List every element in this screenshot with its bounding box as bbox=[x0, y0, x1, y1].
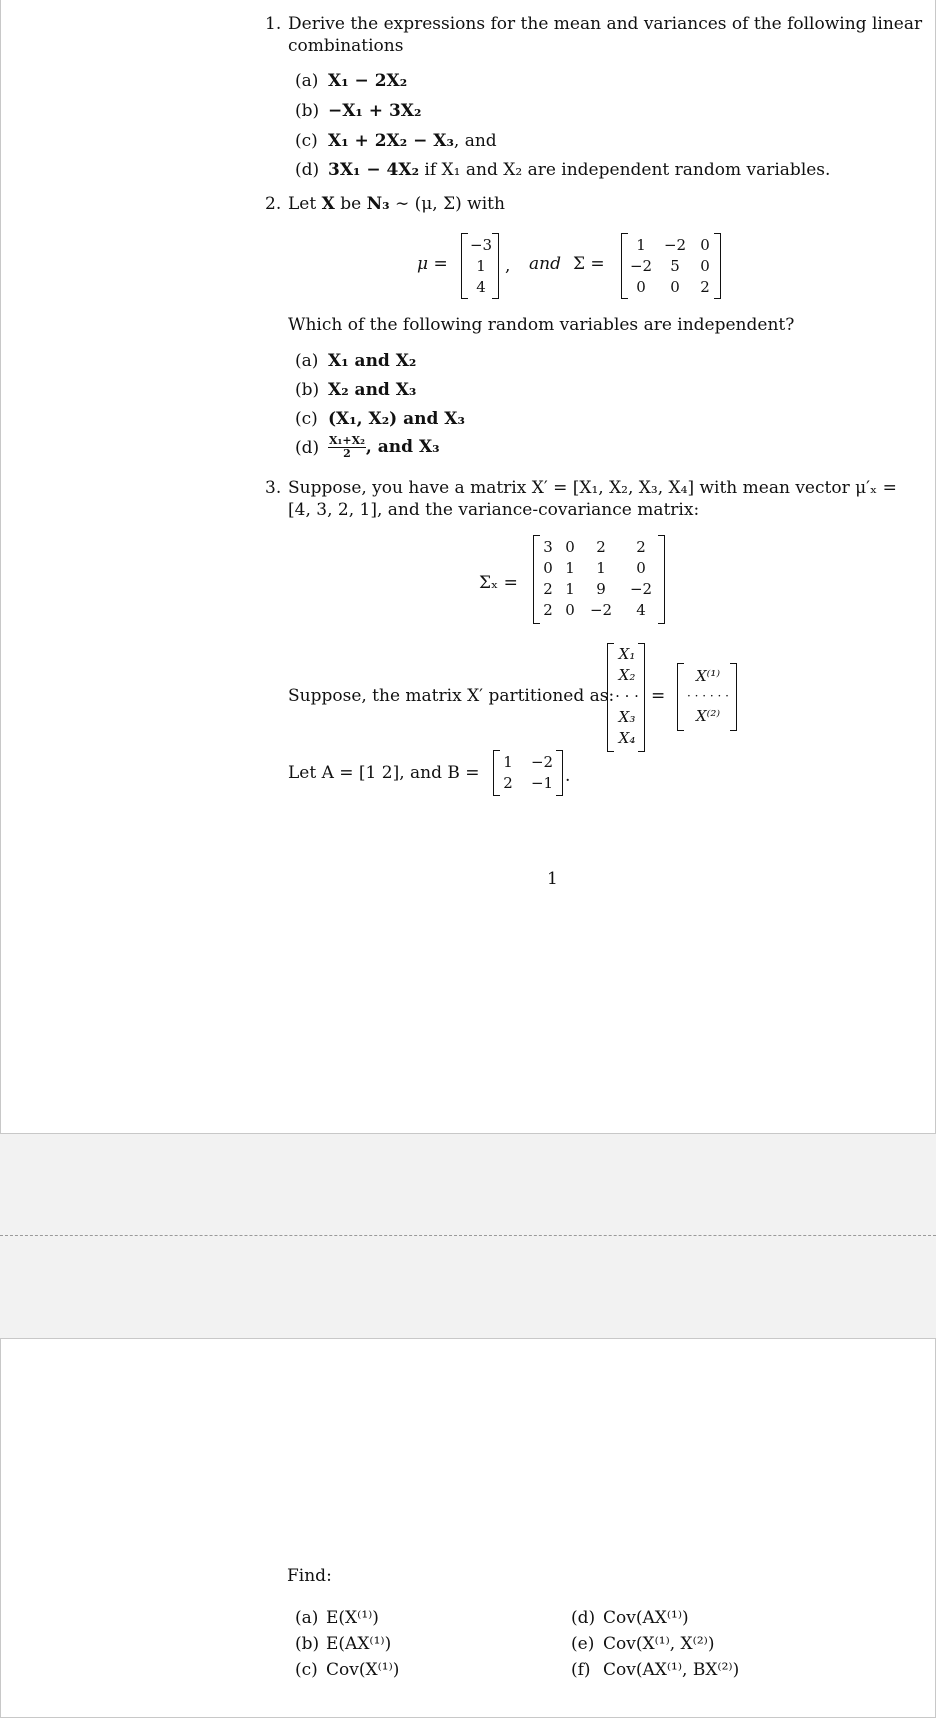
find-a-label: (a) bbox=[295, 1608, 319, 1628]
block-cell: X⁽²⁾ bbox=[695, 707, 721, 725]
q1-line2: combinations bbox=[288, 36, 404, 56]
sigmax-cell: 3 bbox=[543, 538, 553, 556]
page-2 bbox=[0, 1338, 936, 1718]
q2-and: and bbox=[529, 254, 561, 274]
q3-partition-blocks bbox=[677, 663, 737, 731]
sigmax-cell: 1 bbox=[565, 580, 575, 598]
sigma-cell: 0 bbox=[636, 278, 646, 296]
find-f-label: (f) bbox=[571, 1660, 591, 1680]
q2-a-expr: X₁ and X₂ bbox=[328, 351, 417, 371]
q2-intro-let: Let bbox=[288, 194, 317, 214]
partition-cell: X₂ bbox=[618, 666, 636, 684]
q3-line1: Suppose, you have a matrix X′ = [X₁, X₂, X₃, X₄] with mean vector μ′ₓ = bbox=[288, 478, 897, 498]
q2-comma: , bbox=[505, 256, 511, 276]
sigma-cell: 0 bbox=[670, 278, 680, 296]
q2-mu-vector bbox=[461, 233, 499, 299]
sigmax-cell: −2 bbox=[589, 601, 613, 619]
sigma-cell: 2 bbox=[700, 278, 710, 296]
find-d-expr: Cov(AX⁽¹⁾) bbox=[603, 1608, 689, 1628]
sigma-cell: 0 bbox=[700, 236, 710, 254]
q3-period: . bbox=[565, 766, 571, 786]
q1-number: 1. bbox=[265, 14, 282, 34]
sigmax-cell: 0 bbox=[565, 538, 575, 556]
page-separator bbox=[0, 1235, 936, 1236]
find-f-expr: Cov(AX⁽¹⁾, BX⁽²⁾) bbox=[603, 1660, 740, 1680]
q2-d-label: (d) bbox=[295, 438, 320, 458]
sigmax-cell: 2 bbox=[543, 580, 553, 598]
sigmax-cell: 2 bbox=[543, 601, 553, 619]
q1-c-line bbox=[328, 130, 497, 152]
b-cell: −1 bbox=[530, 774, 554, 792]
q1-c-expr: X₁ + 2X₂ − X₃ bbox=[328, 131, 454, 151]
q3-let-text: Let A = [1 2], and B = bbox=[288, 763, 480, 783]
mu-cell: 1 bbox=[476, 257, 486, 275]
find-b-expr: E(AX⁽¹⁾) bbox=[326, 1634, 392, 1654]
q2-sigma-label: Σ = bbox=[573, 254, 605, 274]
q1-c-tail: , and bbox=[453, 131, 497, 151]
q2-intro bbox=[288, 193, 505, 215]
sigma-cell: 5 bbox=[670, 257, 680, 275]
q1-b-expr: −X₁ + 3X₂ bbox=[328, 101, 422, 121]
q3-sigma-label: Σₓ = bbox=[479, 573, 518, 593]
sigmax-cell: 0 bbox=[543, 559, 553, 577]
q2-intro-n: N₃ bbox=[366, 194, 390, 214]
q3-b-matrix bbox=[493, 750, 563, 796]
q1-a-label: (a) bbox=[295, 71, 319, 91]
q2-a-label: (a) bbox=[295, 351, 319, 371]
q2-intro-be: be bbox=[340, 194, 362, 214]
q1-d-line bbox=[328, 159, 830, 181]
q2-c-label: (c) bbox=[295, 409, 318, 429]
find-c-expr: Cov(X⁽¹⁾) bbox=[326, 1660, 400, 1680]
q3-sigma-matrix bbox=[533, 535, 665, 624]
q2-intro-x: X bbox=[321, 194, 335, 214]
q2-d-denominator: 2 bbox=[343, 447, 351, 460]
q1-line1: Derive the expressions for the mean and variances of the following linear bbox=[288, 14, 923, 34]
q2-d-tail: , and X₃ bbox=[365, 437, 440, 457]
sigma-cell: 1 bbox=[636, 236, 646, 254]
sigmax-cell: 1 bbox=[596, 559, 606, 577]
sigmax-cell: 2 bbox=[636, 538, 646, 556]
q1-d-tail: if X₁ and X₂ are independent random variables. bbox=[424, 160, 831, 180]
q3-partition-vector bbox=[607, 643, 645, 752]
find-b-label: (b) bbox=[295, 1634, 320, 1654]
partition-cell: · · · bbox=[615, 687, 639, 705]
sigmax-cell: 4 bbox=[636, 601, 646, 619]
q2-intro-dist: ∼ (μ, Σ) with bbox=[394, 194, 505, 214]
find-d-label: (d) bbox=[571, 1608, 596, 1628]
find-a-expr: E(X⁽¹⁾) bbox=[326, 1608, 379, 1628]
q3-equals: = bbox=[651, 686, 666, 706]
mu-cell: 4 bbox=[476, 278, 486, 296]
q2-number: 2. bbox=[265, 194, 282, 214]
sigmax-cell: −2 bbox=[629, 580, 653, 598]
find-title: Find: bbox=[287, 1566, 332, 1586]
q1-b-label: (b) bbox=[295, 101, 320, 121]
q2-b-expr: X₂ and X₃ bbox=[328, 380, 417, 400]
block-cell: · · · · · · bbox=[687, 689, 729, 703]
page-number: 1 bbox=[547, 869, 558, 889]
q3-line2: [4, 3, 2, 1], and the variance-covariance matrix: bbox=[288, 500, 700, 520]
sigmax-cell: 2 bbox=[596, 538, 606, 556]
b-cell: 2 bbox=[503, 774, 513, 792]
find-e-expr: Cov(X⁽¹⁾, X⁽²⁾) bbox=[603, 1634, 715, 1654]
sigmax-cell: 9 bbox=[596, 580, 606, 598]
block-cell: X⁽¹⁾ bbox=[695, 667, 721, 685]
q1-d-label: (d) bbox=[295, 160, 320, 180]
sigma-cell: −2 bbox=[663, 236, 687, 254]
q2-sigma-matrix bbox=[621, 233, 721, 299]
q2-d-numerator: X₁+X₂ bbox=[329, 434, 365, 447]
q2-d-expr bbox=[328, 435, 440, 460]
sigmax-cell: 0 bbox=[565, 601, 575, 619]
partition-cell: X₁ bbox=[618, 645, 636, 663]
q3-number: 3. bbox=[265, 478, 282, 498]
q2-mu-label: μ = bbox=[417, 254, 448, 274]
q3-partition-text: Suppose, the matrix X′ partitioned as: bbox=[288, 686, 615, 706]
q2-question: Which of the following random variables are independent? bbox=[288, 315, 795, 335]
q1-d-expr: 3X₁ − 4X₂ bbox=[328, 160, 420, 180]
q1-a-expr: X₁ − 2X₂ bbox=[328, 71, 408, 91]
b-cell: −2 bbox=[530, 753, 554, 771]
find-c-label: (c) bbox=[295, 1660, 318, 1680]
q2-c-expr: (X₁, X₂) and X₃ bbox=[328, 409, 465, 429]
sigmax-cell: 0 bbox=[636, 559, 646, 577]
q2-b-label: (b) bbox=[295, 380, 320, 400]
mu-cell: −3 bbox=[469, 236, 493, 254]
sigmax-cell: 1 bbox=[565, 559, 575, 577]
b-cell: 1 bbox=[503, 753, 513, 771]
sigma-cell: −2 bbox=[629, 257, 653, 275]
sigma-cell: 0 bbox=[700, 257, 710, 275]
partition-cell: X₄ bbox=[618, 729, 636, 747]
q1-c-label: (c) bbox=[295, 131, 318, 151]
find-e-label: (e) bbox=[571, 1634, 595, 1654]
q2-d-fraction bbox=[328, 435, 366, 460]
partition-cell: X₃ bbox=[618, 708, 636, 726]
